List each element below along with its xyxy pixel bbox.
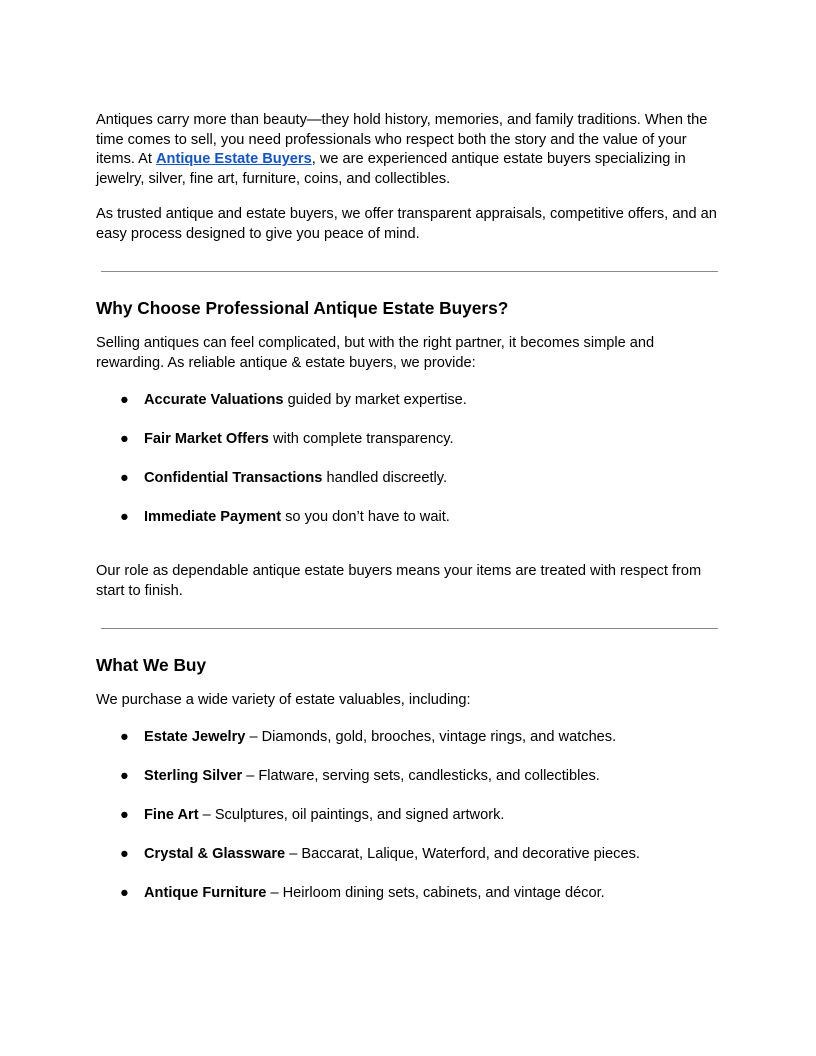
- item-bold-label: Antique Furniture: [144, 885, 267, 901]
- item-text: so you don’t have to wait.: [281, 508, 450, 525]
- item-text: – Diamonds, gold, brooches, vintage rings, and watches.: [245, 729, 617, 745]
- item-text: with complete transparency.: [268, 430, 454, 447]
- section-divider: [101, 628, 718, 629]
- item-text: – Baccarat, Lalique, Waterford, and decorative pieces.: [285, 846, 640, 862]
- why-closing-paragraph: Our role as dependable antique estate buyers means your items are treated with respect from start to finish.: [96, 563, 702, 599]
- section-divider: [101, 271, 718, 272]
- bullet-icon: ●: [120, 508, 129, 525]
- bullet-icon: ●: [120, 729, 129, 745]
- bullet-icon: ●: [120, 391, 129, 408]
- item-bold-label: Fair Market Offers: [144, 430, 269, 447]
- list-item: [96, 845, 726, 865]
- item-bold-label: Accurate Valuations: [144, 391, 284, 408]
- intro-text-before-link: Antiques carry more than beauty—they hold history, memories, and family traditions. When the time comes to sell, you need professionals who respect both the story and the value of your items. At: [96, 112, 708, 167]
- item-text: – Heirloom dining sets, cabinets, and vintage décor.: [266, 885, 605, 901]
- what-we-buy-list: [96, 728, 726, 904]
- why-benefits-list: [96, 391, 726, 528]
- bullet-icon: ●: [120, 768, 129, 784]
- list-item: [96, 767, 726, 787]
- bullet-icon: ●: [120, 885, 129, 901]
- item-bold-label: Fine Art: [144, 807, 199, 823]
- item-bold-label: Crystal & Glassware: [144, 846, 286, 862]
- list-item: [96, 469, 726, 489]
- document-page: [96, 111, 726, 904]
- intro-text-after-link: , we are experienced antique estate buyers specializing in jewelry, silver, fine art, furniture, coins, and collectibles.: [96, 151, 686, 187]
- item-bold-label: Confidential Transactions: [144, 469, 323, 486]
- list-item: [96, 430, 726, 450]
- list-item: [96, 806, 726, 826]
- why-choose-heading: Why Choose Professional Antique Estate Buyers?: [96, 298, 509, 318]
- item-text: guided by market expertise.: [283, 391, 467, 408]
- item-text: – Sculptures, oil paintings, and signed artwork.: [198, 807, 505, 823]
- item-bold-label: Estate Jewelry: [144, 729, 246, 745]
- item-bold-label: Sterling Silver: [144, 768, 243, 784]
- bullet-icon: ●: [120, 430, 129, 447]
- bullet-icon: ●: [120, 469, 129, 486]
- item-text: handled discreetly.: [322, 469, 448, 486]
- intro-second-paragraph: As trusted antique and estate buyers, we offer transparent appraisals, competitive offers, and an easy process designed to give you peace of mind.: [96, 206, 717, 242]
- why-lead-paragraph: Selling antiques can feel complicated, but with the right partner, it becomes simple and rewarding. As reliable antique & estate buyers, we provide:: [96, 335, 655, 371]
- list-item: [96, 508, 726, 528]
- antique-estate-buyers-link[interactable]: Antique Estate Buyers: [156, 151, 312, 167]
- list-item: [96, 884, 726, 904]
- item-bold-label: Immediate Payment: [144, 508, 282, 525]
- bullet-icon: ●: [120, 846, 129, 862]
- item-text: – Flatware, serving sets, candlesticks, and collectibles.: [242, 768, 600, 784]
- list-item: [96, 728, 726, 748]
- bullet-icon: ●: [120, 807, 129, 823]
- intro-paragraph: [96, 111, 726, 189]
- buy-lead-paragraph: We purchase a wide variety of estate valuables, including:: [96, 692, 471, 708]
- list-item: [96, 391, 726, 411]
- what-we-buy-heading: What We Buy: [96, 655, 207, 675]
